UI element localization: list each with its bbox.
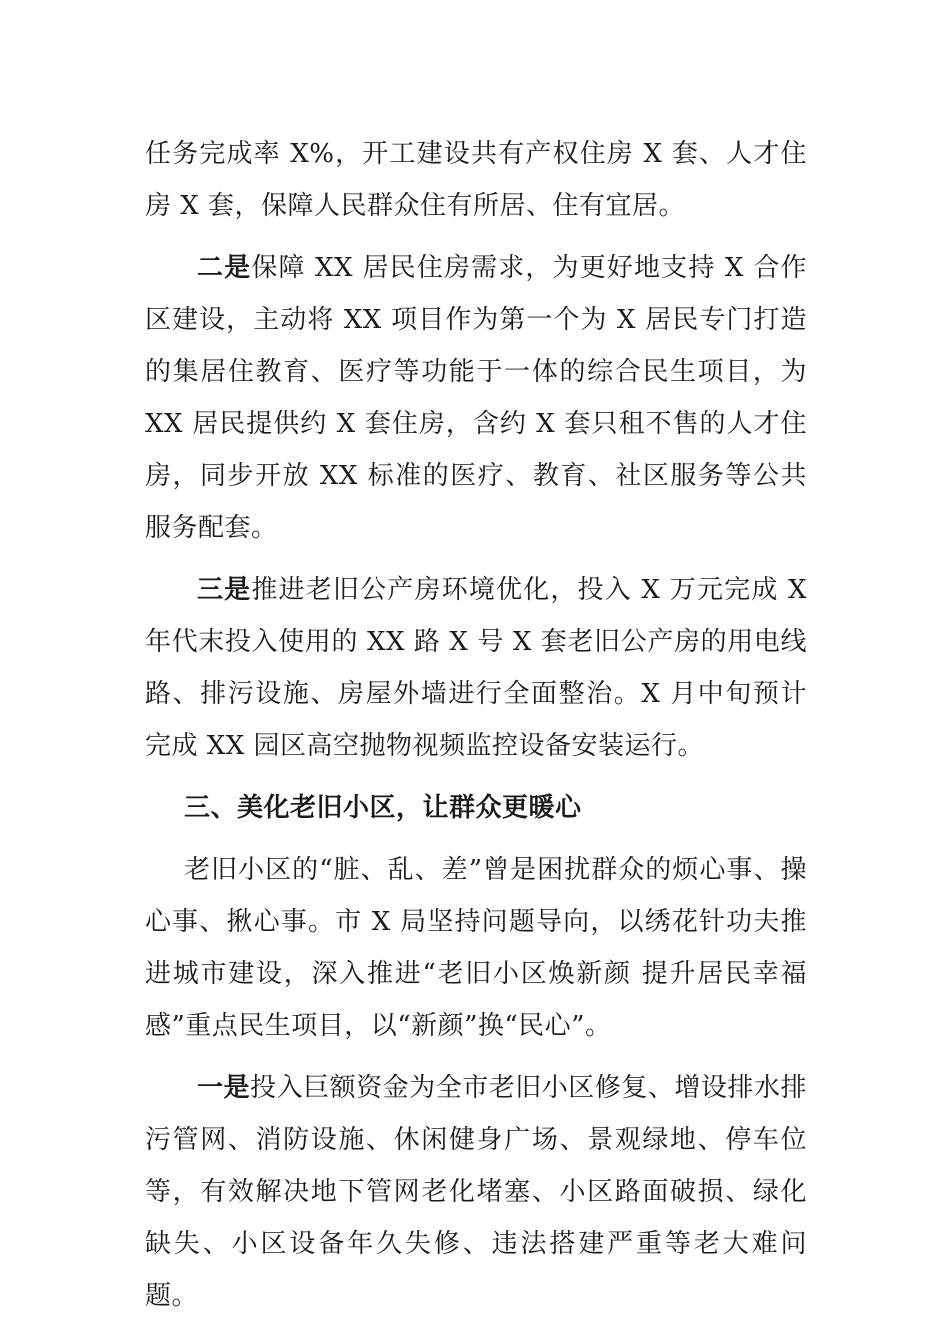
paragraph-5-lead: 一是 [197, 1073, 251, 1103]
section-heading-3: 三、美化老旧小区，让群众更暖心 [184, 793, 582, 823]
paragraph-2-lead: 二是 [197, 253, 252, 283]
paragraph-2-text: 保障 XX 居民住房需求，为更好地支持 X 合作区建设，主动将 XX 项目作为第一个为 X 居民专门打造的集居住教育、医疗等功能于一体的综合民生项目，为 XX 居民提供约 X 套住房，含约 X 套只租不售的人才住房，同步开放 XX 标准的医疗、教育、社区服务等公共服务配套。 [145, 253, 807, 543]
paragraph-5-text: 投入巨额资金为全市老旧小区修复、增设排水排污管网、消防设施、休闲健身广场、景观绿地、停车位等，有效解决地下管网老化堵塞、小区路面破损、绿化缺失、小区设备年久失修、违法搭建严重等老大难问题。 [145, 1073, 807, 1311]
paragraph-3 [145, 564, 807, 772]
paragraph-3-text: 推进老旧公产房环境优化，投入 X 万元完成 X 年代末投入使用的 XX 路 X 号 X 套老旧公产房的用电线路、排污设施、房屋外墙进行全面整治。X 月中旬预计完成 XX 园区高空抛物视频监控设备安装运行。 [145, 575, 807, 761]
paragraph-5 [145, 1062, 807, 1322]
document-body [145, 128, 807, 1332]
paragraph-2 [145, 242, 807, 554]
paragraph-3-lead: 三是 [197, 575, 252, 605]
paragraph-4: 老旧小区的“脏、乱、差”曾是困扰群众的烦心事、操心事、揪心事。市 X 局坚持问题导向，以绣花针功夫推进城市建设，深入推进“老旧小区焕新颜 提升居民幸福感”重点民生项目，以“新颜”换“民心”。 [145, 855, 807, 1041]
paragraph-1: 任务完成率 X%，开工建设共有产权住房 X 套、人才住房 X 套，保障人民群众住有所居、住有宜居。 [145, 139, 807, 221]
